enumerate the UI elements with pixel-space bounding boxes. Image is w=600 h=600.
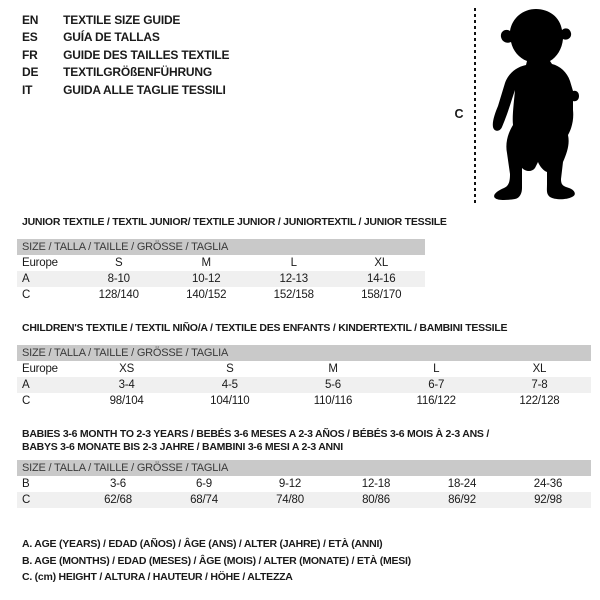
table-row-age (17, 271, 425, 287)
size-cell: 116/122 (416, 395, 456, 407)
language-code: EN (22, 13, 39, 27)
size-cell: 12-18 (361, 478, 391, 490)
table-title-line2: BABYS 3-6 MONATE BIS 2-3 JAHRE / BAMBINI 3-6 MESI A 2-3 ANNI (22, 441, 343, 453)
size-cell: 5-6 (324, 379, 342, 391)
baby-figure (440, 0, 600, 215)
table-row-europe (17, 255, 425, 271)
size-cell: 6-9 (195, 478, 213, 490)
row-label-cell: A (22, 273, 30, 285)
size-cell: XL (374, 257, 389, 269)
size-cell: 4-5 (221, 379, 238, 391)
size-cell: 110/116 (313, 395, 353, 407)
size-cell: 62/68 (104, 494, 132, 506)
table-junior (17, 216, 447, 303)
size-cell: 104/110 (210, 395, 250, 407)
size-cell: 68/74 (190, 494, 218, 506)
size-cell: 140/152 (186, 289, 227, 301)
size-cell: S (226, 363, 234, 375)
size-cell: 122/128 (519, 395, 560, 407)
size-cell: 3-6 (109, 478, 127, 490)
size-cell: 86/92 (448, 494, 476, 506)
size-header-bar: SIZE / TALLA / TAILLE / GRÖSSE / TAGLIA (17, 345, 591, 361)
language-code: FR (22, 47, 38, 62)
language-row-en (22, 12, 229, 29)
language-title: TEXTILGRÖßENFÜHRUNG (63, 65, 213, 80)
language-code: ES (22, 30, 38, 45)
height-measure-label: C (454, 107, 464, 121)
size-cell: M (328, 363, 338, 375)
table-row-europe (17, 361, 591, 377)
size-cell: 152/158 (273, 289, 314, 301)
table-row-height (17, 287, 425, 303)
table-title: BABIES 3-6 MONTH TO 2-3 YEARS / BEBÉS 3-6 MESES A 2-3 AÑOS / BÉBÉS 3-6 MOIS À 2-3 ANS / (22, 428, 490, 440)
table-title: CHILDREN'S TEXTILE / TEXTIL NIÑO/A / TEXTILE DES ENFANTS / KINDERTEXTIL / BAMBINI TESSILE (22, 322, 508, 334)
table-row-age-months (17, 476, 591, 492)
size-cell: 74/80 (276, 494, 304, 506)
language-row-es (22, 29, 229, 46)
footnote-b: B. AGE (MONTHS) / EDAD (MESES) / ÂGE (MOIS) / ALTER (MONATE) / ETÀ (MESI) (22, 554, 411, 567)
table-babies (17, 428, 591, 508)
row-label-cell: B (22, 478, 30, 490)
language-row-fr (22, 47, 229, 64)
size-cell: 3-4 (118, 379, 135, 391)
language-row-it (22, 82, 229, 99)
language-title: GUIDA ALLE TAGLIE TESSILI (63, 82, 226, 97)
size-cell: 128/140 (98, 289, 139, 301)
size-header-bar: SIZE / TALLA / TAILLE / GRÖSSE / TAGLIA (17, 239, 425, 255)
table-children (17, 322, 591, 409)
footnote-legend (22, 536, 411, 586)
size-cell: 18-24 (447, 478, 477, 490)
size-cell: 9-12 (278, 478, 302, 490)
size-cell: 14-16 (367, 273, 396, 285)
size-cell: 98/104 (109, 395, 144, 407)
row-label-cell: Europe (22, 363, 58, 375)
language-code: IT (22, 82, 33, 97)
table-row-age (17, 377, 591, 393)
size-cell: 24-36 (533, 478, 563, 490)
size-header-bar: SIZE / TALLA / TAILLE / GRÖSSE / TAGLIA (17, 460, 591, 476)
table-row-height (17, 492, 591, 508)
size-cell: 7-8 (531, 379, 548, 391)
language-title-list (22, 12, 229, 99)
size-cell: 92/98 (534, 494, 562, 506)
language-title: TEXTILE SIZE GUIDE (63, 13, 181, 27)
footnote-a: A. AGE (YEARS) / EDAD (AÑOS) / ÂGE (ANS) / ALTER (JAHRE) / ETÀ (ANNI) (22, 538, 383, 550)
table-title: JUNIOR TEXTILE / TEXTIL JUNIOR/ TEXTILE JUNIOR / JUNIORTEXTIL / JUNIOR TESSILE (22, 216, 447, 228)
language-title: GUIDE DES TAILLES TEXTILE (63, 47, 230, 62)
language-title: GUÍA DE TALLAS (63, 30, 160, 45)
row-label-cell: A (22, 379, 30, 391)
size-cell: S (115, 257, 123, 269)
language-row-de (22, 64, 229, 81)
size-cell: 10-12 (192, 273, 221, 285)
row-label-cell: C (22, 395, 31, 407)
footnote-c: C. (cm) HEIGHT / ALTURA / HAUTEUR / HÖHE / ALTEZZA (22, 571, 293, 583)
size-cell: M (201, 257, 211, 269)
size-cell: 158/170 (361, 289, 402, 301)
table-row-height (17, 393, 591, 409)
row-label-cell: C (22, 494, 31, 506)
language-code: DE (22, 65, 39, 80)
row-label-cell: C (22, 289, 31, 301)
baby-silhouette-icon (484, 6, 592, 206)
size-cell: 12-13 (279, 273, 308, 285)
size-cell: L (290, 257, 297, 269)
size-cell: XL (532, 363, 547, 375)
size-cell: L (433, 363, 440, 375)
size-cell: 80/86 (362, 494, 390, 506)
height-measure-dashed-line (474, 8, 476, 206)
size-cell: 8-10 (107, 273, 130, 285)
row-label-cell: Europe (22, 257, 58, 269)
size-cell: 6-7 (428, 379, 445, 391)
size-cell: XS (119, 363, 135, 375)
